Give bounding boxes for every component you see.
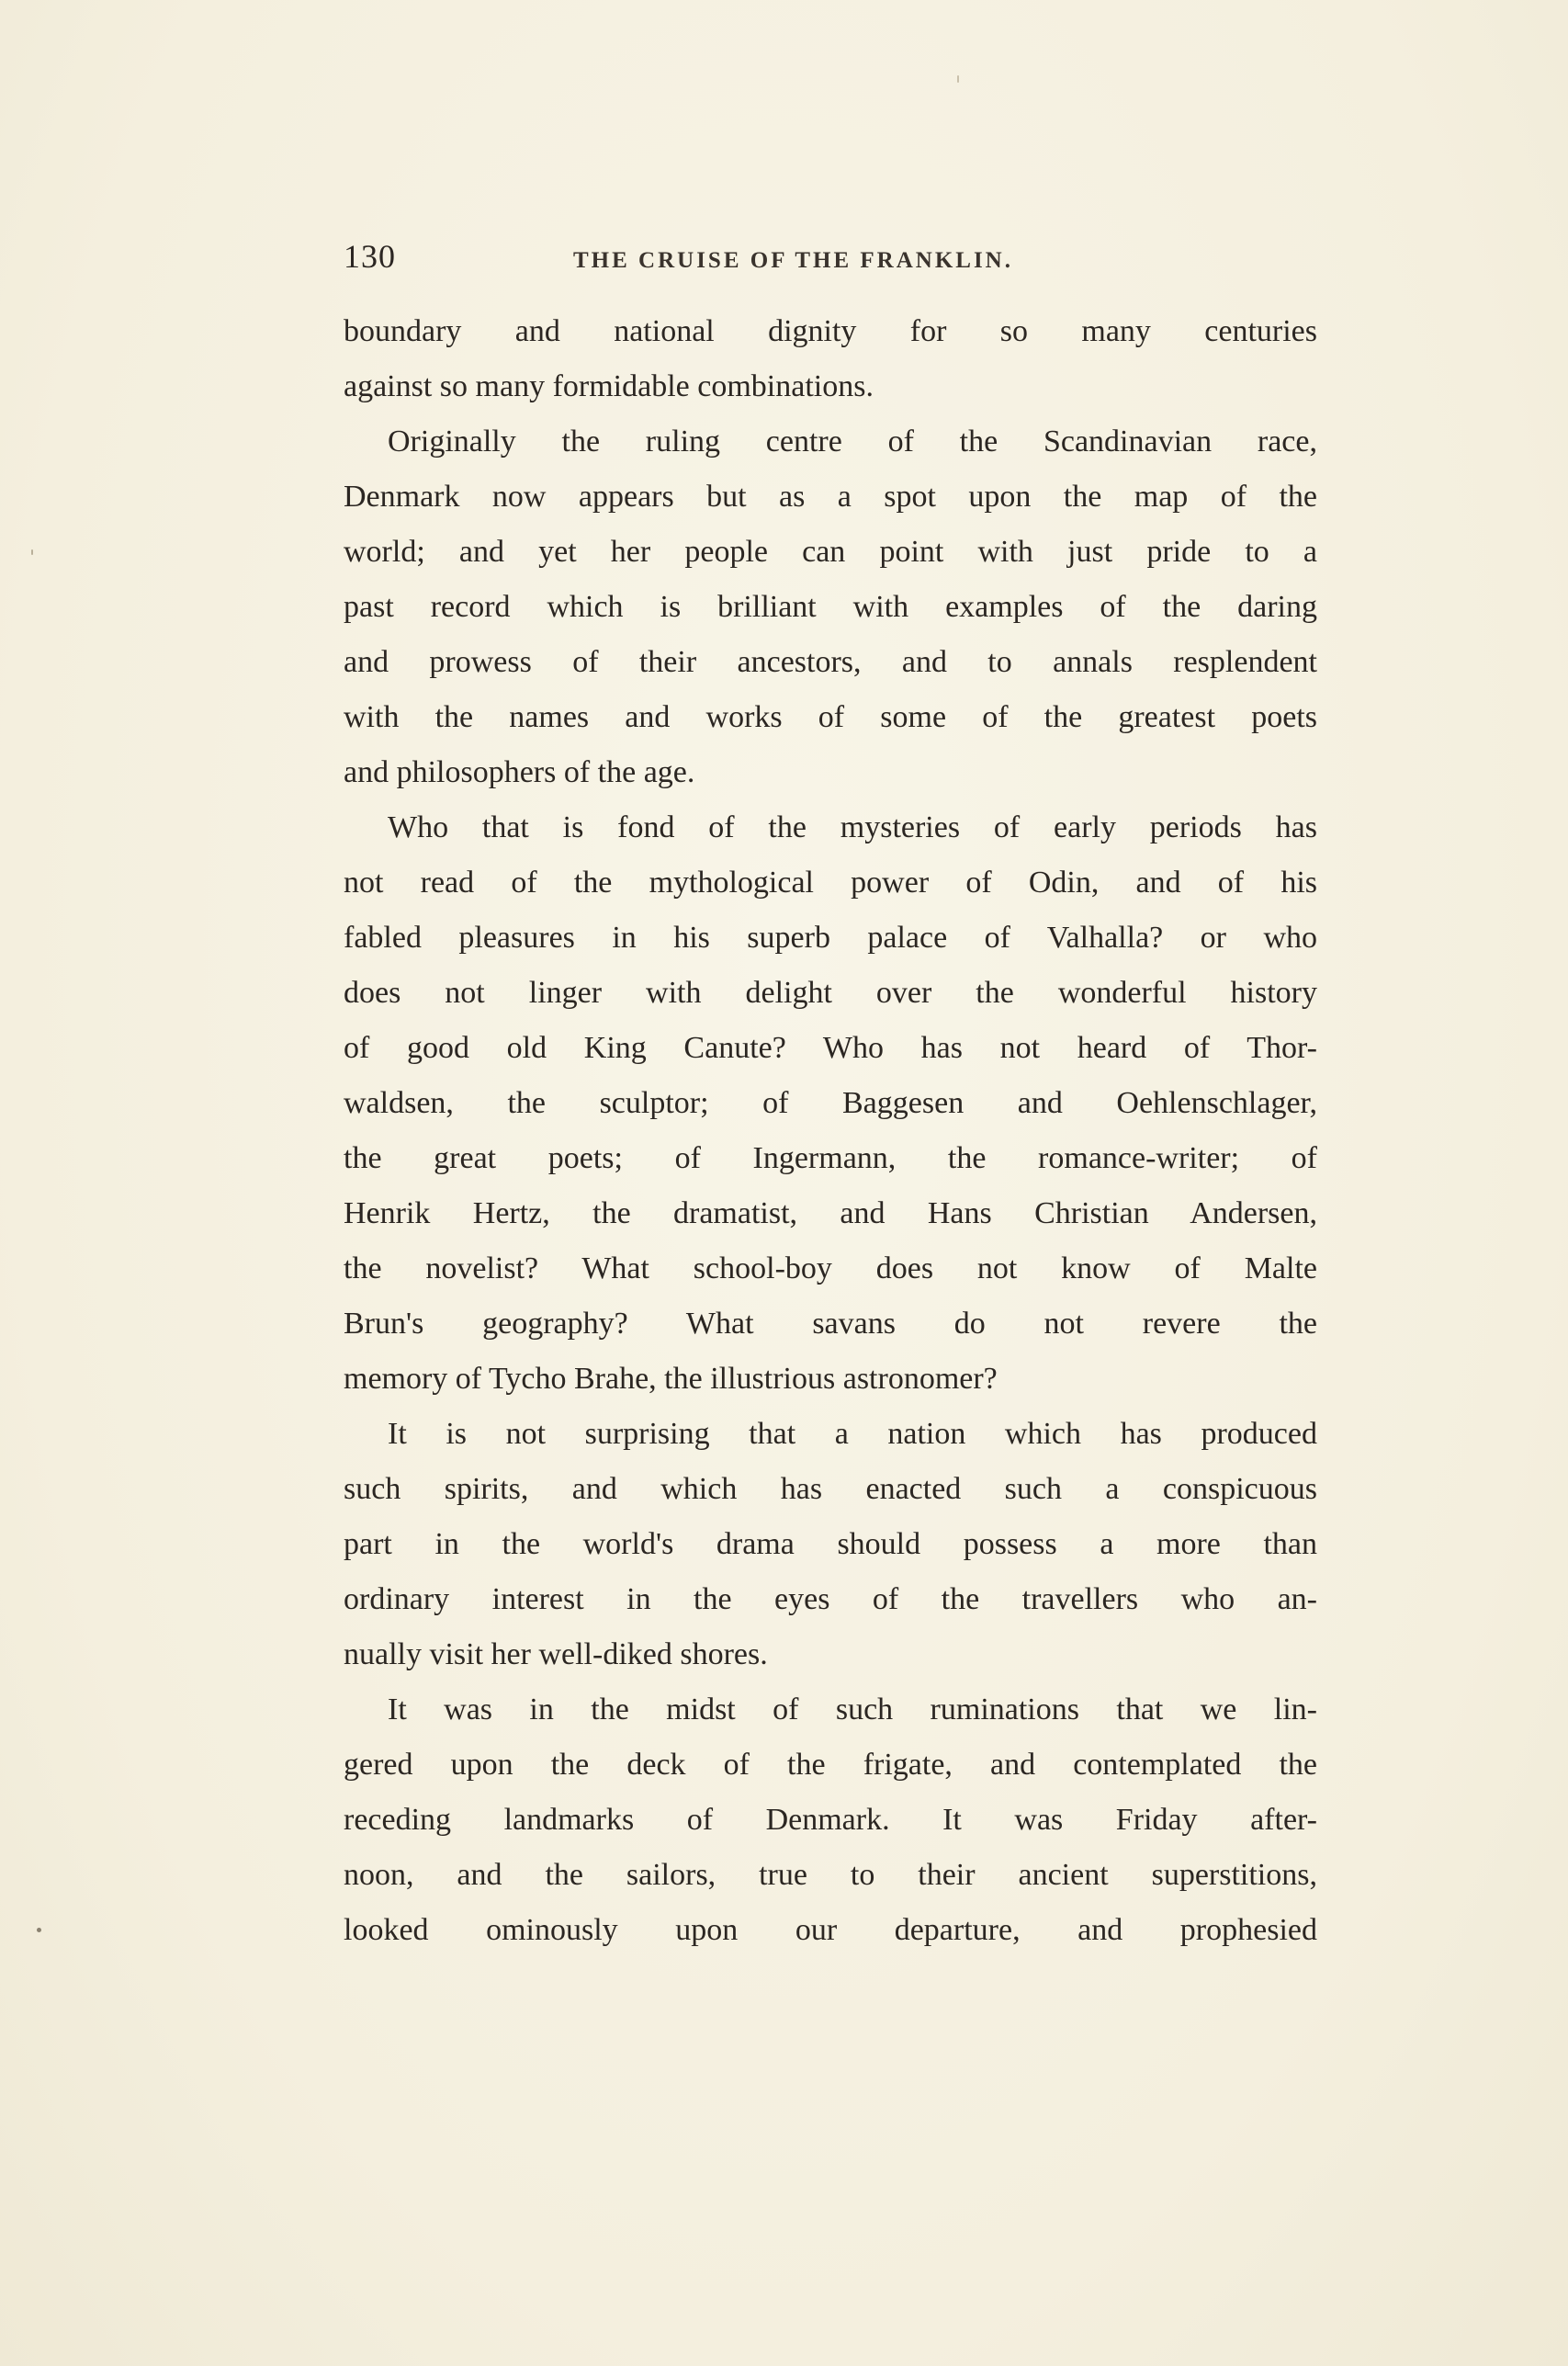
paper-speck — [31, 549, 33, 555]
text-line: not read of the mythological power of Odin, and of his — [344, 866, 1317, 900]
body-text — [344, 304, 1317, 1958]
text-line: of good old King Canute? Who has not heard of Thor- — [344, 1031, 1317, 1065]
text-line: does not linger with delight over the wonderful history — [344, 976, 1317, 1010]
text-line: looked ominously upon our departure, and prophesied — [344, 1913, 1317, 1947]
text-line: boundary and national dignity for so many centuries — [344, 314, 1317, 348]
text-line: the novelist? What school-boy does not know of Malte — [344, 1251, 1317, 1285]
text-line: past record which is brilliant with examples of the daring — [344, 590, 1317, 624]
text-line: Originally the ruling centre of the Scandinavian race, — [388, 425, 1317, 458]
text-line: It is not surprising that a nation which has produced — [388, 1417, 1317, 1451]
text-line: with the names and works of some of the greatest poets — [344, 700, 1317, 734]
text-line: and prowess of their ancestors, and to annals resplendent — [344, 645, 1317, 679]
text-line: and philosophers of the age. — [344, 755, 695, 789]
text-line: the great poets; of Ingermann, the romance-writer; of — [344, 1141, 1317, 1175]
text-line: receding landmarks of Denmark. It was Friday after- — [344, 1803, 1317, 1837]
page-number: 130 — [344, 238, 396, 275]
text-line: memory of Tycho Brahe, the illustrious astronomer? — [344, 1362, 998, 1396]
paper-speck — [957, 75, 959, 83]
paper-speck — [37, 1928, 41, 1932]
text-line: gered upon the deck of the frigate, and contemplated the — [344, 1748, 1317, 1782]
text-line: ordinary interest in the eyes of the travellers who an- — [344, 1582, 1317, 1616]
text-line: waldsen, the sculptor; of Baggesen and Oehlenschlager, — [344, 1086, 1317, 1120]
running-head — [344, 237, 1317, 283]
text-line: world; and yet her people can point with just pride to a — [344, 535, 1317, 569]
text-line: Brun's geography? What savans do not revere the — [344, 1307, 1317, 1341]
text-line: such spirits, and which has enacted such a conspicuous — [344, 1472, 1317, 1506]
text-line: part in the world's drama should possess a more than — [344, 1527, 1317, 1561]
text-line: Who that is fond of the mysteries of early periods has — [388, 810, 1317, 844]
text-line: It was in the midst of such ruminations that we lin- — [388, 1692, 1317, 1726]
text-line: against so many formidable combinations. — [344, 369, 874, 403]
text-line: Henrik Hertz, the dramatist, and Hans Christian Andersen, — [344, 1196, 1317, 1230]
text-line: nually visit her well-diked shores. — [344, 1637, 768, 1671]
text-line: noon, and the sailors, true to their ancient superstitions, — [344, 1858, 1317, 1892]
running-title: THE CRUISE OF THE FRANKLIN. — [573, 248, 1013, 273]
text-line: fabled pleasures in his superb palace of Valhalla? or who — [344, 921, 1317, 955]
text-line: Denmark now appears but as a spot upon the map of the — [344, 480, 1317, 514]
